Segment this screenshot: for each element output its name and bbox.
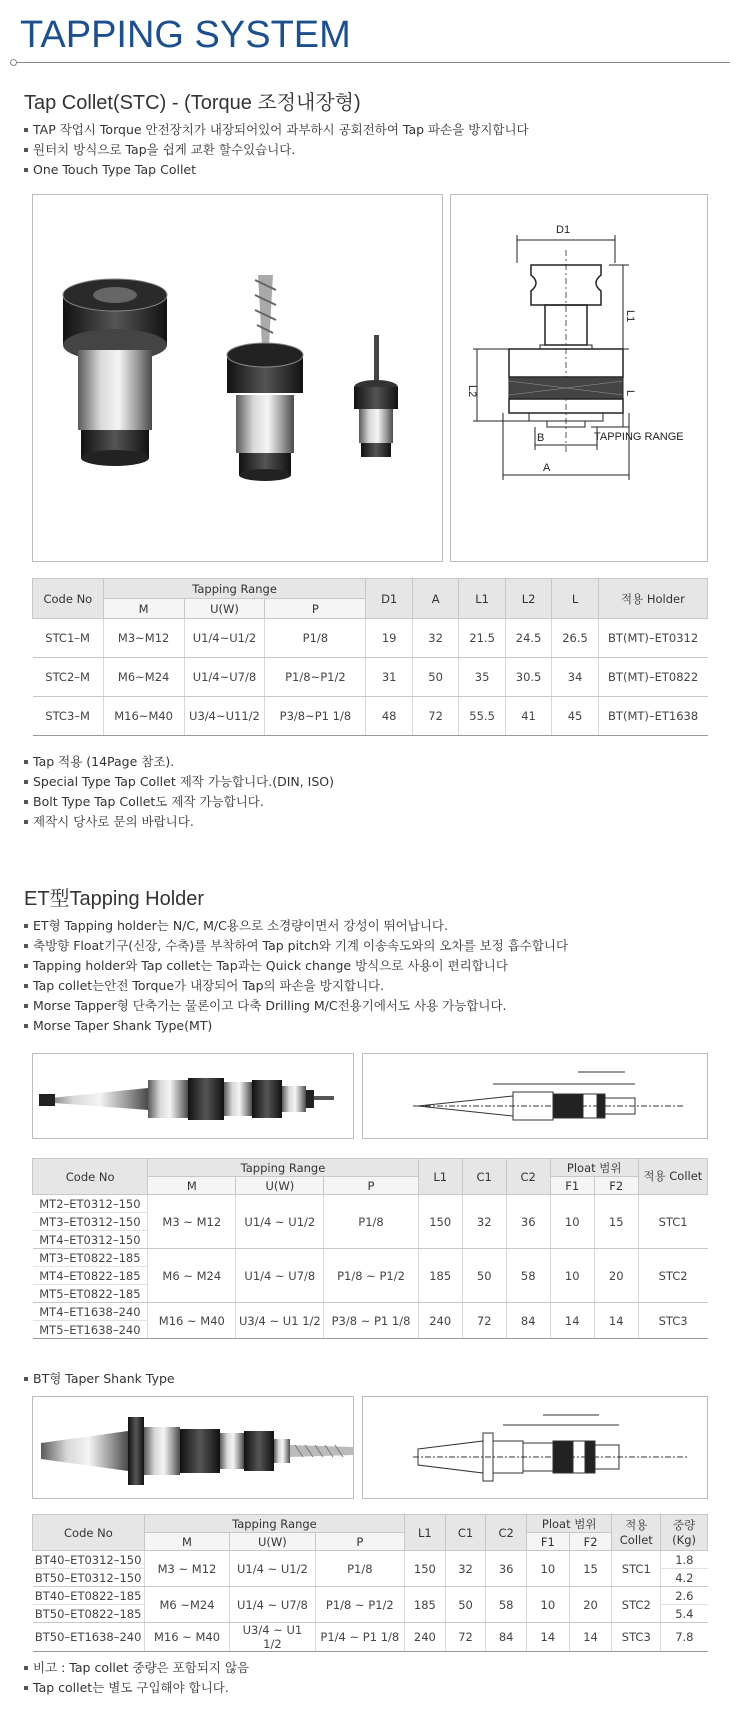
table-cell: P1/8: [315, 1551, 404, 1587]
table-cell: M16~M40: [103, 697, 184, 736]
table-header-cell: M: [148, 1177, 236, 1195]
table-row: [33, 619, 708, 658]
table-cell: MT5–ET1638–240: [33, 1321, 148, 1339]
table-header-cell: M: [144, 1533, 229, 1551]
et-bullet: 축방향 Float기구(신장, 수축)를 부착하여 Tap pitch와 기계 이송속도와의 오차를 보정 흡수합니다: [24, 936, 568, 956]
table-row: [33, 1551, 708, 1569]
bt-heading: BT형 Taper Shank Type: [24, 1369, 175, 1389]
et-notes-list: [24, 1658, 249, 1698]
table-cell: P1/8~P1/2: [265, 658, 366, 697]
table-cell: BT50–ET0312–150: [33, 1569, 145, 1587]
table-cell: STC3–M: [33, 697, 104, 736]
stc-note: 제작시 당사로 문의 바랍니다.: [24, 812, 334, 832]
stc-bullet-list: [24, 120, 529, 180]
diagram-label-a: A: [543, 462, 551, 474]
table-cell: 1.8: [661, 1551, 708, 1569]
table-cell: MT4–ET0312–150: [33, 1231, 148, 1249]
table-cell: 84: [506, 1303, 550, 1339]
stc-note: Bolt Type Tap Collet도 제작 가능합니다.: [24, 792, 334, 812]
table-cell: U1/4 ~ U7/8: [230, 1587, 315, 1623]
table-cell: 185: [405, 1587, 446, 1623]
table-header-cell: C2: [486, 1515, 527, 1551]
table-cell: 2.6: [661, 1587, 708, 1605]
table-row: [33, 697, 708, 736]
table-cell: BT50–ET0822–185: [33, 1605, 145, 1623]
table-header-cell: Code No: [33, 1515, 145, 1551]
stc-heading: Tap Collet(STC) - (Torque 조정내장형): [24, 92, 361, 114]
table-cell: 21.5: [459, 619, 505, 658]
table-cell: M6 ~M24: [144, 1587, 229, 1623]
table-cell: STC2: [612, 1587, 661, 1623]
stc-bullet: TAP 작업시 Torque 안전장치가 내장되어있어 과부하시 공회전하여 Tap 파손을 방지합니다: [24, 120, 529, 140]
bt-holder-drawing: [362, 1396, 708, 1499]
table-cell: 45: [552, 697, 598, 736]
table-cell: U1/4 ~ U7/8: [236, 1249, 324, 1303]
table-row: [33, 1195, 708, 1213]
table-cell: MT3–ET0312–150: [33, 1213, 148, 1231]
table-header-cell: Tapping Range: [144, 1515, 404, 1533]
table-header-cell: Tapping Range: [148, 1159, 418, 1177]
large-collet-image: [63, 279, 167, 466]
table-cell: BT40–ET0312–150: [33, 1551, 145, 1569]
col-l: L: [552, 579, 598, 619]
col-l1: L1: [459, 579, 505, 619]
stc-spec-table: [32, 578, 708, 736]
table-cell: MT4–ET1638–240: [33, 1303, 148, 1321]
medium-collet-image: [227, 275, 303, 481]
et-note: Tap collet는 별도 구입해야 합니다.: [24, 1678, 249, 1698]
col-uw: U(W): [184, 599, 265, 619]
table-cell: 84: [486, 1623, 527, 1652]
table-cell: 10: [550, 1249, 594, 1303]
table-cell: U1/4 ~ U1/2: [236, 1195, 324, 1249]
table-cell: 150: [405, 1551, 446, 1587]
table-cell: 20: [569, 1587, 612, 1623]
table-header-cell: Ploat 범위: [550, 1159, 638, 1177]
stc-bullet: One Touch Type Tap Collet: [24, 160, 529, 180]
table-header-cell: 적용 Collet: [638, 1159, 707, 1195]
et-bullet: Tapping holder와 Tap collet는 Tap과는 Quick change 방식으로 사용이 편리합니다: [24, 956, 568, 976]
et-heading: ET型Tapping Holder: [24, 888, 205, 910]
table-header-cell: F1: [527, 1533, 570, 1551]
table-header-cell: C2: [506, 1159, 550, 1195]
col-code: Code No: [33, 579, 104, 619]
table-cell: 10: [527, 1551, 570, 1587]
table-cell: 50: [445, 1587, 486, 1623]
table-header-cell: L1: [405, 1515, 446, 1551]
table-cell: 10: [527, 1587, 570, 1623]
table-cell: P3/8 ~ P1 1/8: [324, 1303, 418, 1339]
table-cell: U3/4 ~ U1 1/2: [230, 1623, 315, 1652]
table-row: [33, 658, 708, 697]
table-cell: STC3: [612, 1623, 661, 1652]
table-header-cell: 중량 (Kg): [661, 1515, 708, 1551]
table-cell: STC1: [612, 1551, 661, 1587]
table-cell: 35: [459, 658, 505, 697]
mt-holder-photo: [32, 1053, 354, 1139]
table-cell: 55.5: [459, 697, 505, 736]
table-cell: 36: [486, 1551, 527, 1587]
et-note: 비고 : Tap collet 중량은 포함되지 않음: [24, 1658, 249, 1678]
table-row: [33, 1587, 708, 1605]
table-cell: 19: [366, 619, 412, 658]
table-cell: U1/4~U1/2: [184, 619, 265, 658]
table-cell: P1/4 ~ P1 1/8: [315, 1623, 404, 1652]
et-bullet: ET형 Tapping holder는 N/C, M/C용으로 소경량이면서 강성이 뛰어납니다.: [24, 916, 568, 936]
table-cell: 50: [462, 1249, 506, 1303]
table-cell: 36: [506, 1195, 550, 1249]
title-divider-dot: [10, 59, 17, 66]
table-cell: 20: [594, 1249, 638, 1303]
table-cell: 150: [418, 1195, 462, 1249]
table-cell: 240: [405, 1623, 446, 1652]
table-cell: 58: [506, 1249, 550, 1303]
table-header-cell: C1: [445, 1515, 486, 1551]
table-cell: U1/4 ~ U1/2: [230, 1551, 315, 1587]
table-cell: 58: [486, 1587, 527, 1623]
table-header-cell: P: [315, 1533, 404, 1551]
table-cell: 31: [366, 658, 412, 697]
table-cell: 15: [569, 1551, 612, 1587]
table-cell: STC1: [638, 1195, 707, 1249]
table-cell: P1/8 ~ P1/2: [324, 1249, 418, 1303]
page-title: TAPPING SYSTEM: [20, 14, 351, 56]
table-cell: 32: [445, 1551, 486, 1587]
diagram-label-l2: L2: [466, 385, 478, 398]
table-cell: STC1–M: [33, 619, 104, 658]
table-cell: U3/4~U11/2: [184, 697, 265, 736]
table-row: [33, 1623, 708, 1652]
table-row: [33, 1249, 708, 1267]
col-l2: L2: [505, 579, 551, 619]
col-d1: D1: [366, 579, 412, 619]
bt-heading-list: [24, 1369, 175, 1389]
table-cell: STC2–M: [33, 658, 104, 697]
table-row: [33, 1303, 708, 1321]
table-cell: P1/8 ~ P1/2: [315, 1587, 404, 1623]
table-cell: 5.4: [661, 1605, 708, 1623]
table-header-cell: U(W): [236, 1177, 324, 1195]
table-cell: U3/4 ~ U1 1/2: [236, 1303, 324, 1339]
table-header-cell: F2: [594, 1177, 638, 1195]
table-cell: 72: [412, 697, 458, 736]
table-cell: 32: [462, 1195, 506, 1249]
col-p: P: [265, 599, 366, 619]
col-a: A: [412, 579, 458, 619]
table-cell: M3~M12: [103, 619, 184, 658]
table-cell: 14: [527, 1623, 570, 1652]
table-cell: STC3: [638, 1303, 707, 1339]
stc-note: Tap 적용 (14Page 참조).: [24, 752, 334, 772]
table-cell: P1/8: [324, 1195, 418, 1249]
bt-holder-photo: [32, 1396, 354, 1499]
stc-bullet: 원터치 방식으로 Tap을 쉽게 교환 할수있습니다.: [24, 140, 529, 160]
table-cell: STC2: [638, 1249, 707, 1303]
table-header-cell: L1: [418, 1159, 462, 1195]
table-cell: 24.5: [505, 619, 551, 658]
diagram-label-l1: L1: [624, 310, 636, 323]
table-cell: M3 ~ M12: [148, 1195, 236, 1249]
table-cell: 7.8: [661, 1623, 708, 1652]
diagram-label-b: B: [537, 432, 545, 444]
table-cell: BT50–ET1638–240: [33, 1623, 145, 1652]
et-bullet-list: [24, 916, 568, 1036]
table-cell: 72: [462, 1303, 506, 1339]
table-cell: 50: [412, 658, 458, 697]
table-header-cell: Code No: [33, 1159, 148, 1195]
table-cell: MT3–ET0822–185: [33, 1249, 148, 1267]
stc-notes-list: [24, 752, 334, 832]
table-header-cell: U(W): [230, 1533, 315, 1551]
tap-collet-dimension-diagram: [450, 194, 708, 562]
table-cell: BT40–ET0822–185: [33, 1587, 145, 1605]
table-cell: 48: [366, 697, 412, 736]
table-cell: 34: [552, 658, 598, 697]
table-cell: 4.2: [661, 1569, 708, 1587]
table-cell: M6~M24: [103, 658, 184, 697]
table-cell: 26.5: [552, 619, 598, 658]
table-cell: MT4–ET0822–185: [33, 1267, 148, 1285]
diagram-label-tapping-range: TAPPING RANGE: [594, 431, 684, 443]
table-cell: U1/4~U7/8: [184, 658, 265, 697]
table-cell: M6 ~ M24: [148, 1249, 236, 1303]
table-cell: M16 ~ M40: [148, 1303, 236, 1339]
mt-spec-table: [32, 1158, 708, 1339]
table-cell: P3/8~P1 1/8: [265, 697, 366, 736]
table-cell: 14: [569, 1623, 612, 1652]
col-holder: 적용 Holder: [598, 579, 707, 619]
table-cell: 14: [550, 1303, 594, 1339]
diagram-label-l: L: [624, 390, 636, 397]
table-cell: 185: [418, 1249, 462, 1303]
table-header-cell: F2: [569, 1533, 612, 1551]
table-cell: BT(MT)–ET1638: [598, 697, 707, 736]
diagram-label-d1: D1: [556, 224, 571, 236]
table-header-cell: F1: [550, 1177, 594, 1195]
stc-note: Special Type Tap Collet 제작 가능합니다.(DIN, ISO): [24, 772, 334, 792]
mt-holder-drawing: [362, 1053, 708, 1139]
table-cell: 32: [412, 619, 458, 658]
et-bullet: Tap collet는안전 Torque가 내장되어 Tap의 파손을 방지합니다.: [24, 976, 568, 996]
table-header-cell: 적용 Collet: [612, 1515, 661, 1551]
table-cell: MT2–ET0312–150: [33, 1195, 148, 1213]
table-cell: 41: [505, 697, 551, 736]
table-cell: P1/8: [265, 619, 366, 658]
table-header-cell: Ploat 범위: [527, 1515, 612, 1533]
table-header-cell: P: [324, 1177, 418, 1195]
table-cell: 15: [594, 1195, 638, 1249]
table-cell: 72: [445, 1623, 486, 1652]
title-divider: [12, 62, 730, 63]
et-bullet: Morse Tapper형 단축기는 물론이고 다축 Drilling M/C전용기에서도 사용 가능합니다.: [24, 996, 568, 1016]
et-bullet: Morse Taper Shank Type(MT): [24, 1016, 568, 1036]
bt-spec-table: [32, 1514, 708, 1652]
table-cell: 10: [550, 1195, 594, 1249]
tap-collet-photo: [32, 194, 443, 562]
table-cell: BT(MT)–ET0822: [598, 658, 707, 697]
col-tapping-range: Tapping Range: [103, 579, 366, 599]
table-cell: M3 ~ M12: [144, 1551, 229, 1587]
table-cell: 240: [418, 1303, 462, 1339]
table-cell: 14: [594, 1303, 638, 1339]
table-header-cell: C1: [462, 1159, 506, 1195]
col-m: M: [103, 599, 184, 619]
table-cell: MT5–ET0822–185: [33, 1285, 148, 1303]
small-collet-image: [354, 335, 398, 457]
table-cell: M16 ~ M40: [144, 1623, 229, 1652]
table-cell: BT(MT)–ET0312: [598, 619, 707, 658]
table-cell: 30.5: [505, 658, 551, 697]
